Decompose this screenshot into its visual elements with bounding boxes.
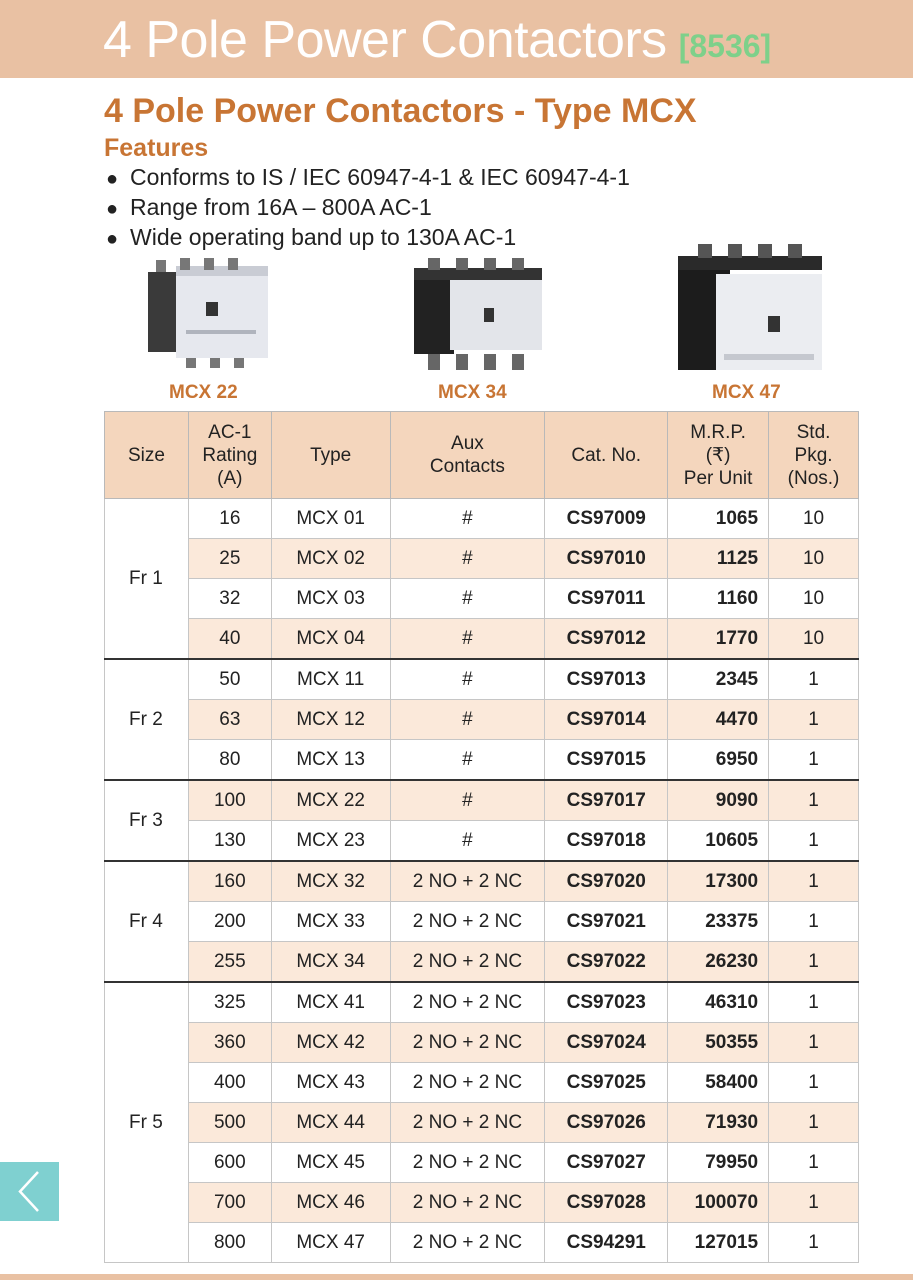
mrp-cell: 1065 (668, 499, 769, 539)
mrp-cell: 10605 (668, 821, 769, 862)
size-cell: Fr 1 (105, 499, 189, 660)
size-cell: Fr 3 (105, 780, 189, 861)
product-label-mcx-22: MCX 22 (169, 382, 238, 403)
header-mrp-line: M.R.P. (690, 421, 746, 443)
mrp-cell: 1770 (668, 619, 769, 660)
table-row (105, 982, 859, 1023)
table-row (105, 780, 859, 821)
product-label-mcx-47: MCX 47 (712, 382, 781, 403)
cat-no-cell: CS97028 (545, 1183, 668, 1223)
pkg-cell: 1 (769, 700, 859, 740)
type-cell: MCX 04 (271, 619, 390, 660)
aux-cell: 2 NO + 2 NC (390, 982, 545, 1023)
type-cell: MCX 34 (271, 942, 390, 983)
table-row (105, 1063, 859, 1103)
cat-no-cell: CS97011 (545, 579, 668, 619)
cat-no-cell: CS97025 (545, 1063, 668, 1103)
aux-cell: 2 NO + 2 NC (390, 1103, 545, 1143)
pkg-cell: 1 (769, 1103, 859, 1143)
mcx-47-product-image (676, 244, 826, 374)
type-cell: MCX 42 (271, 1023, 390, 1063)
pkg-cell: 1 (769, 740, 859, 781)
type-cell: MCX 47 (271, 1223, 390, 1263)
header-pkg-line: Std. (796, 421, 831, 443)
table-header-row (105, 412, 859, 499)
type-cell: MCX 41 (271, 982, 390, 1023)
header-size: Size (105, 412, 189, 499)
rating-cell: 40 (188, 619, 271, 660)
mrp-cell: 1160 (668, 579, 769, 619)
mrp-cell: 127015 (668, 1223, 769, 1263)
rating-cell: 16 (188, 499, 271, 539)
type-cell: MCX 23 (271, 821, 390, 862)
mrp-cell: 17300 (668, 861, 769, 902)
cat-no-cell: CS97010 (545, 539, 668, 579)
table-row (105, 1103, 859, 1143)
header-aux (390, 412, 545, 499)
table-row (105, 1223, 859, 1263)
table-row (105, 579, 859, 619)
cat-no-cell: CS97015 (545, 740, 668, 781)
cat-no-cell: CS97026 (545, 1103, 668, 1143)
type-cell: MCX 46 (271, 1183, 390, 1223)
rating-cell: 255 (188, 942, 271, 983)
pkg-cell: 1 (769, 861, 859, 902)
pkg-cell: 1 (769, 942, 859, 983)
pkg-cell: 10 (769, 619, 859, 660)
pkg-cell: 10 (769, 579, 859, 619)
type-cell: MCX 45 (271, 1143, 390, 1183)
rating-cell: 25 (188, 539, 271, 579)
type-cell: MCX 13 (271, 740, 390, 781)
table-row (105, 1143, 859, 1183)
pkg-cell: 1 (769, 1063, 859, 1103)
cat-no-cell: CS97021 (545, 902, 668, 942)
aux-cell: 2 NO + 2 NC (390, 1143, 545, 1183)
aux-cell: # (390, 499, 545, 539)
aux-cell: 2 NO + 2 NC (390, 1023, 545, 1063)
pkg-cell: 1 (769, 659, 859, 700)
mrp-cell: 2345 (668, 659, 769, 700)
footer-bar (0, 1274, 913, 1280)
aux-cell: 2 NO + 2 NC (390, 1063, 545, 1103)
header-aux-line: Contacts (429, 456, 505, 477)
mcx-22-product-image (146, 258, 272, 370)
size-cell: Fr 2 (105, 659, 189, 780)
cat-no-cell: CS97023 (545, 982, 668, 1023)
type-cell: MCX 11 (271, 659, 390, 700)
header-pkg-line: (Nos.) (787, 467, 840, 489)
table-row (105, 942, 859, 983)
aux-cell: # (390, 619, 545, 660)
table-row (105, 1183, 859, 1223)
aux-cell: # (390, 740, 545, 781)
product-label-mcx-34: MCX 34 (438, 382, 507, 403)
cat-no-cell: CS97024 (545, 1023, 668, 1063)
type-cell: MCX 12 (271, 700, 390, 740)
pkg-cell: 1 (769, 780, 859, 821)
header-mrp-line: Per Unit (683, 467, 753, 489)
rating-cell: 600 (188, 1143, 271, 1183)
mrp-cell: 79950 (668, 1143, 769, 1183)
cat-no-cell: CS97018 (545, 821, 668, 862)
table-row (105, 861, 859, 902)
aux-cell: # (390, 700, 545, 740)
header-pkg-line: Pkg. (794, 444, 833, 466)
rating-cell: 200 (188, 902, 271, 942)
mrp-cell: 4470 (668, 700, 769, 740)
cat-no-cell: CS97013 (545, 659, 668, 700)
table-row (105, 740, 859, 781)
type-cell: MCX 22 (271, 780, 390, 821)
table-row (105, 902, 859, 942)
table-body (105, 499, 859, 1263)
rating-cell: 800 (188, 1223, 271, 1263)
cat-no-cell: CS97027 (545, 1143, 668, 1183)
aux-cell: 2 NO + 2 NC (390, 1183, 545, 1223)
rating-cell: 400 (188, 1063, 271, 1103)
rating-cell: 360 (188, 1023, 271, 1063)
type-cell: MCX 33 (271, 902, 390, 942)
header-cat: Cat. No. (545, 412, 668, 499)
mrp-cell: 1125 (668, 539, 769, 579)
feature-text: Conforms to IS / IEC 60947-4-1 & IEC 60947-4-1 (130, 164, 630, 190)
cat-no-cell: CS97009 (545, 499, 668, 539)
cat-no-cell: CS97017 (545, 780, 668, 821)
type-cell: MCX 32 (271, 861, 390, 902)
aux-cell: # (390, 821, 545, 862)
pkg-cell: 1 (769, 1223, 859, 1263)
rating-cell: 160 (188, 861, 271, 902)
title-banner (0, 0, 913, 78)
price-table (104, 411, 859, 1263)
header-mrp (668, 412, 769, 499)
cat-no-cell: CS97012 (545, 619, 668, 660)
aux-cell: # (390, 579, 545, 619)
size-cell: Fr 5 (105, 982, 189, 1263)
header-rating-line: AC-1 (208, 421, 252, 443)
feature-item (106, 223, 630, 253)
mrp-cell: 46310 (668, 982, 769, 1023)
type-cell: MCX 03 (271, 579, 390, 619)
header-aux-line: Aux (451, 433, 484, 454)
mrp-cell: 6950 (668, 740, 769, 781)
table-row (105, 619, 859, 660)
features-heading: Features (104, 134, 209, 162)
cat-no-cell: CS97014 (545, 700, 668, 740)
aux-cell: 2 NO + 2 NC (390, 942, 545, 983)
header-type: Type (271, 412, 390, 499)
header-mrp-line: (₹) (705, 444, 731, 466)
mrp-cell: 50355 (668, 1023, 769, 1063)
pkg-cell: 1 (769, 1023, 859, 1063)
banner-title (103, 8, 771, 78)
header-rating (188, 412, 271, 499)
pkg-cell: 10 (769, 539, 859, 579)
rating-cell: 80 (188, 740, 271, 781)
table-row (105, 539, 859, 579)
aux-cell: # (390, 659, 545, 700)
mrp-cell: 100070 (668, 1183, 769, 1223)
table-row (105, 700, 859, 740)
type-cell: MCX 02 (271, 539, 390, 579)
header-pkg (769, 412, 859, 499)
feature-text: Wide operating band up to 130A AC-1 (130, 224, 517, 250)
bullet-icon: ● (106, 168, 119, 190)
mrp-cell: 58400 (668, 1063, 769, 1103)
rating-cell: 63 (188, 700, 271, 740)
size-cell: Fr 4 (105, 861, 189, 982)
type-cell: MCX 01 (271, 499, 390, 539)
rating-cell: 32 (188, 579, 271, 619)
aux-cell: 2 NO + 2 NC (390, 861, 545, 902)
pkg-cell: 1 (769, 821, 859, 862)
pkg-cell: 1 (769, 1183, 859, 1223)
feature-text: Range from 16A – 800A AC-1 (130, 194, 432, 220)
mrp-cell: 9090 (668, 780, 769, 821)
bullet-icon: ● (106, 228, 119, 250)
rating-cell: 100 (188, 780, 271, 821)
header-rating-line: (A) (217, 467, 243, 489)
rating-cell: 50 (188, 659, 271, 700)
aux-cell: 2 NO + 2 NC (390, 1223, 545, 1263)
hs-code: [8536] (678, 28, 772, 64)
type-cell: MCX 43 (271, 1063, 390, 1103)
bullet-icon: ● (106, 198, 119, 220)
back-button[interactable] (0, 1162, 59, 1221)
banner-title-text: 4 Pole Power Contactors (103, 11, 667, 69)
table-row (105, 659, 859, 700)
features-list (106, 163, 630, 253)
aux-cell: # (390, 539, 545, 579)
table-row (105, 499, 859, 539)
pkg-cell: 10 (769, 499, 859, 539)
header-rating-line: Rating (202, 444, 258, 466)
pkg-cell: 1 (769, 1143, 859, 1183)
mrp-cell: 71930 (668, 1103, 769, 1143)
rating-cell: 130 (188, 821, 271, 862)
rating-cell: 500 (188, 1103, 271, 1143)
mrp-cell: 26230 (668, 942, 769, 983)
mrp-cell: 23375 (668, 902, 769, 942)
table-row (105, 1023, 859, 1063)
page-title: 4 Pole Power Contactors - Type MCX (104, 92, 697, 130)
rating-cell: 700 (188, 1183, 271, 1223)
feature-item (106, 163, 630, 193)
aux-cell: 2 NO + 2 NC (390, 902, 545, 942)
feature-item (106, 193, 630, 223)
mcx-34-product-image (410, 258, 546, 373)
pkg-cell: 1 (769, 902, 859, 942)
type-cell: MCX 44 (271, 1103, 390, 1143)
chevron-left-icon (0, 1162, 59, 1221)
table-row (105, 821, 859, 862)
cat-no-cell: CS97020 (545, 861, 668, 902)
pkg-cell: 1 (769, 982, 859, 1023)
aux-cell: # (390, 780, 545, 821)
cat-no-cell: CS97022 (545, 942, 668, 983)
cat-no-cell: CS94291 (545, 1223, 668, 1263)
rating-cell: 325 (188, 982, 271, 1023)
